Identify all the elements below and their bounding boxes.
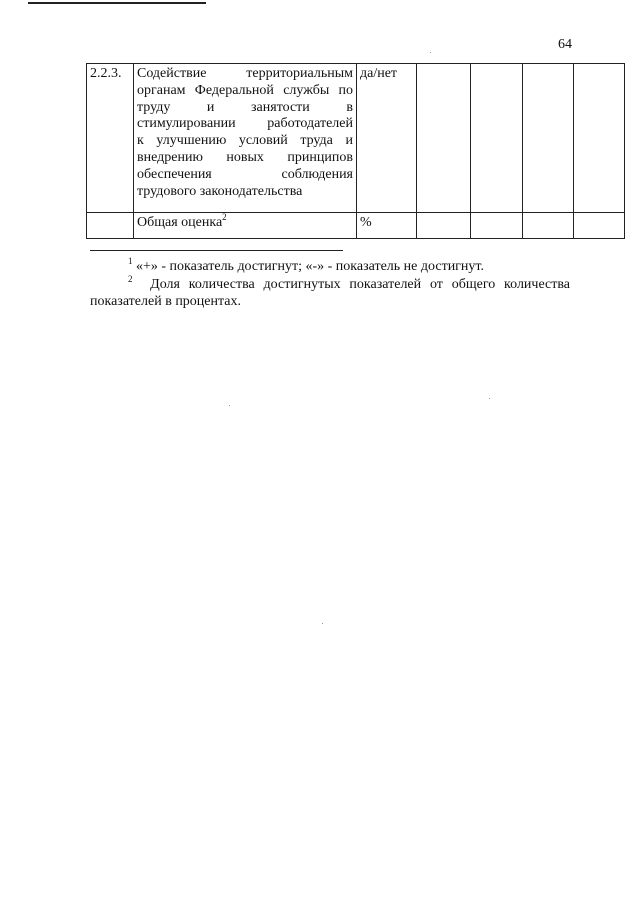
description-line: Содействие территориальным (137, 66, 353, 81)
footnote-text: «+» - показатель достигнут; «-» - показатель не достигнут. (136, 259, 484, 274)
description-line: труду и занятости в (137, 99, 353, 115)
scan-speck (322, 623, 323, 624)
footnote-ref: 2 (222, 212, 227, 222)
empty-cell (523, 64, 574, 213)
scan-speck (430, 52, 431, 53)
table-row (87, 64, 625, 213)
row-description-cell (134, 213, 357, 239)
empty-cell (574, 64, 625, 213)
description-line: внедрению новых принципов (137, 149, 353, 165)
description-line: стимулировании работодателей (137, 116, 353, 132)
row-number-cell: 2.2.3. (87, 64, 134, 213)
indicators-table (86, 63, 625, 239)
footnote-2-continued: показателей в процентах. (90, 294, 242, 309)
footnote-mark: 2 (128, 273, 133, 284)
empty-cell (471, 213, 523, 239)
row-unit-cell: да/нет (357, 64, 417, 213)
empty-cell (417, 64, 471, 213)
description-line: обеспечения соблюдения (137, 166, 353, 182)
description-line: к улучшению условий труда и (137, 133, 353, 149)
row-number-cell (87, 213, 134, 239)
footnote-1 (90, 258, 570, 276)
empty-cell (417, 213, 471, 239)
footnote-mark: 1 (128, 256, 133, 266)
empty-cell (574, 213, 625, 239)
footnote-text: Доля количества достигнутых показателей от общего количества (150, 276, 571, 292)
footnotes (90, 258, 570, 311)
empty-cell (471, 64, 523, 213)
footnote-2 (90, 273, 571, 294)
row-unit-cell: % (357, 213, 417, 239)
row-description-cell (134, 64, 357, 213)
description-line: органам Федеральной службы по (137, 82, 353, 98)
top-rule (28, 2, 206, 4)
description-line: трудового законодательства (137, 183, 303, 199)
scan-speck (229, 405, 230, 406)
table-row (87, 213, 625, 239)
page-number: 64 (558, 37, 572, 52)
total-score-label: Общая оценка (137, 215, 223, 230)
empty-cell (523, 213, 574, 239)
scan-speck (489, 398, 490, 399)
footnote-separator (90, 250, 343, 251)
